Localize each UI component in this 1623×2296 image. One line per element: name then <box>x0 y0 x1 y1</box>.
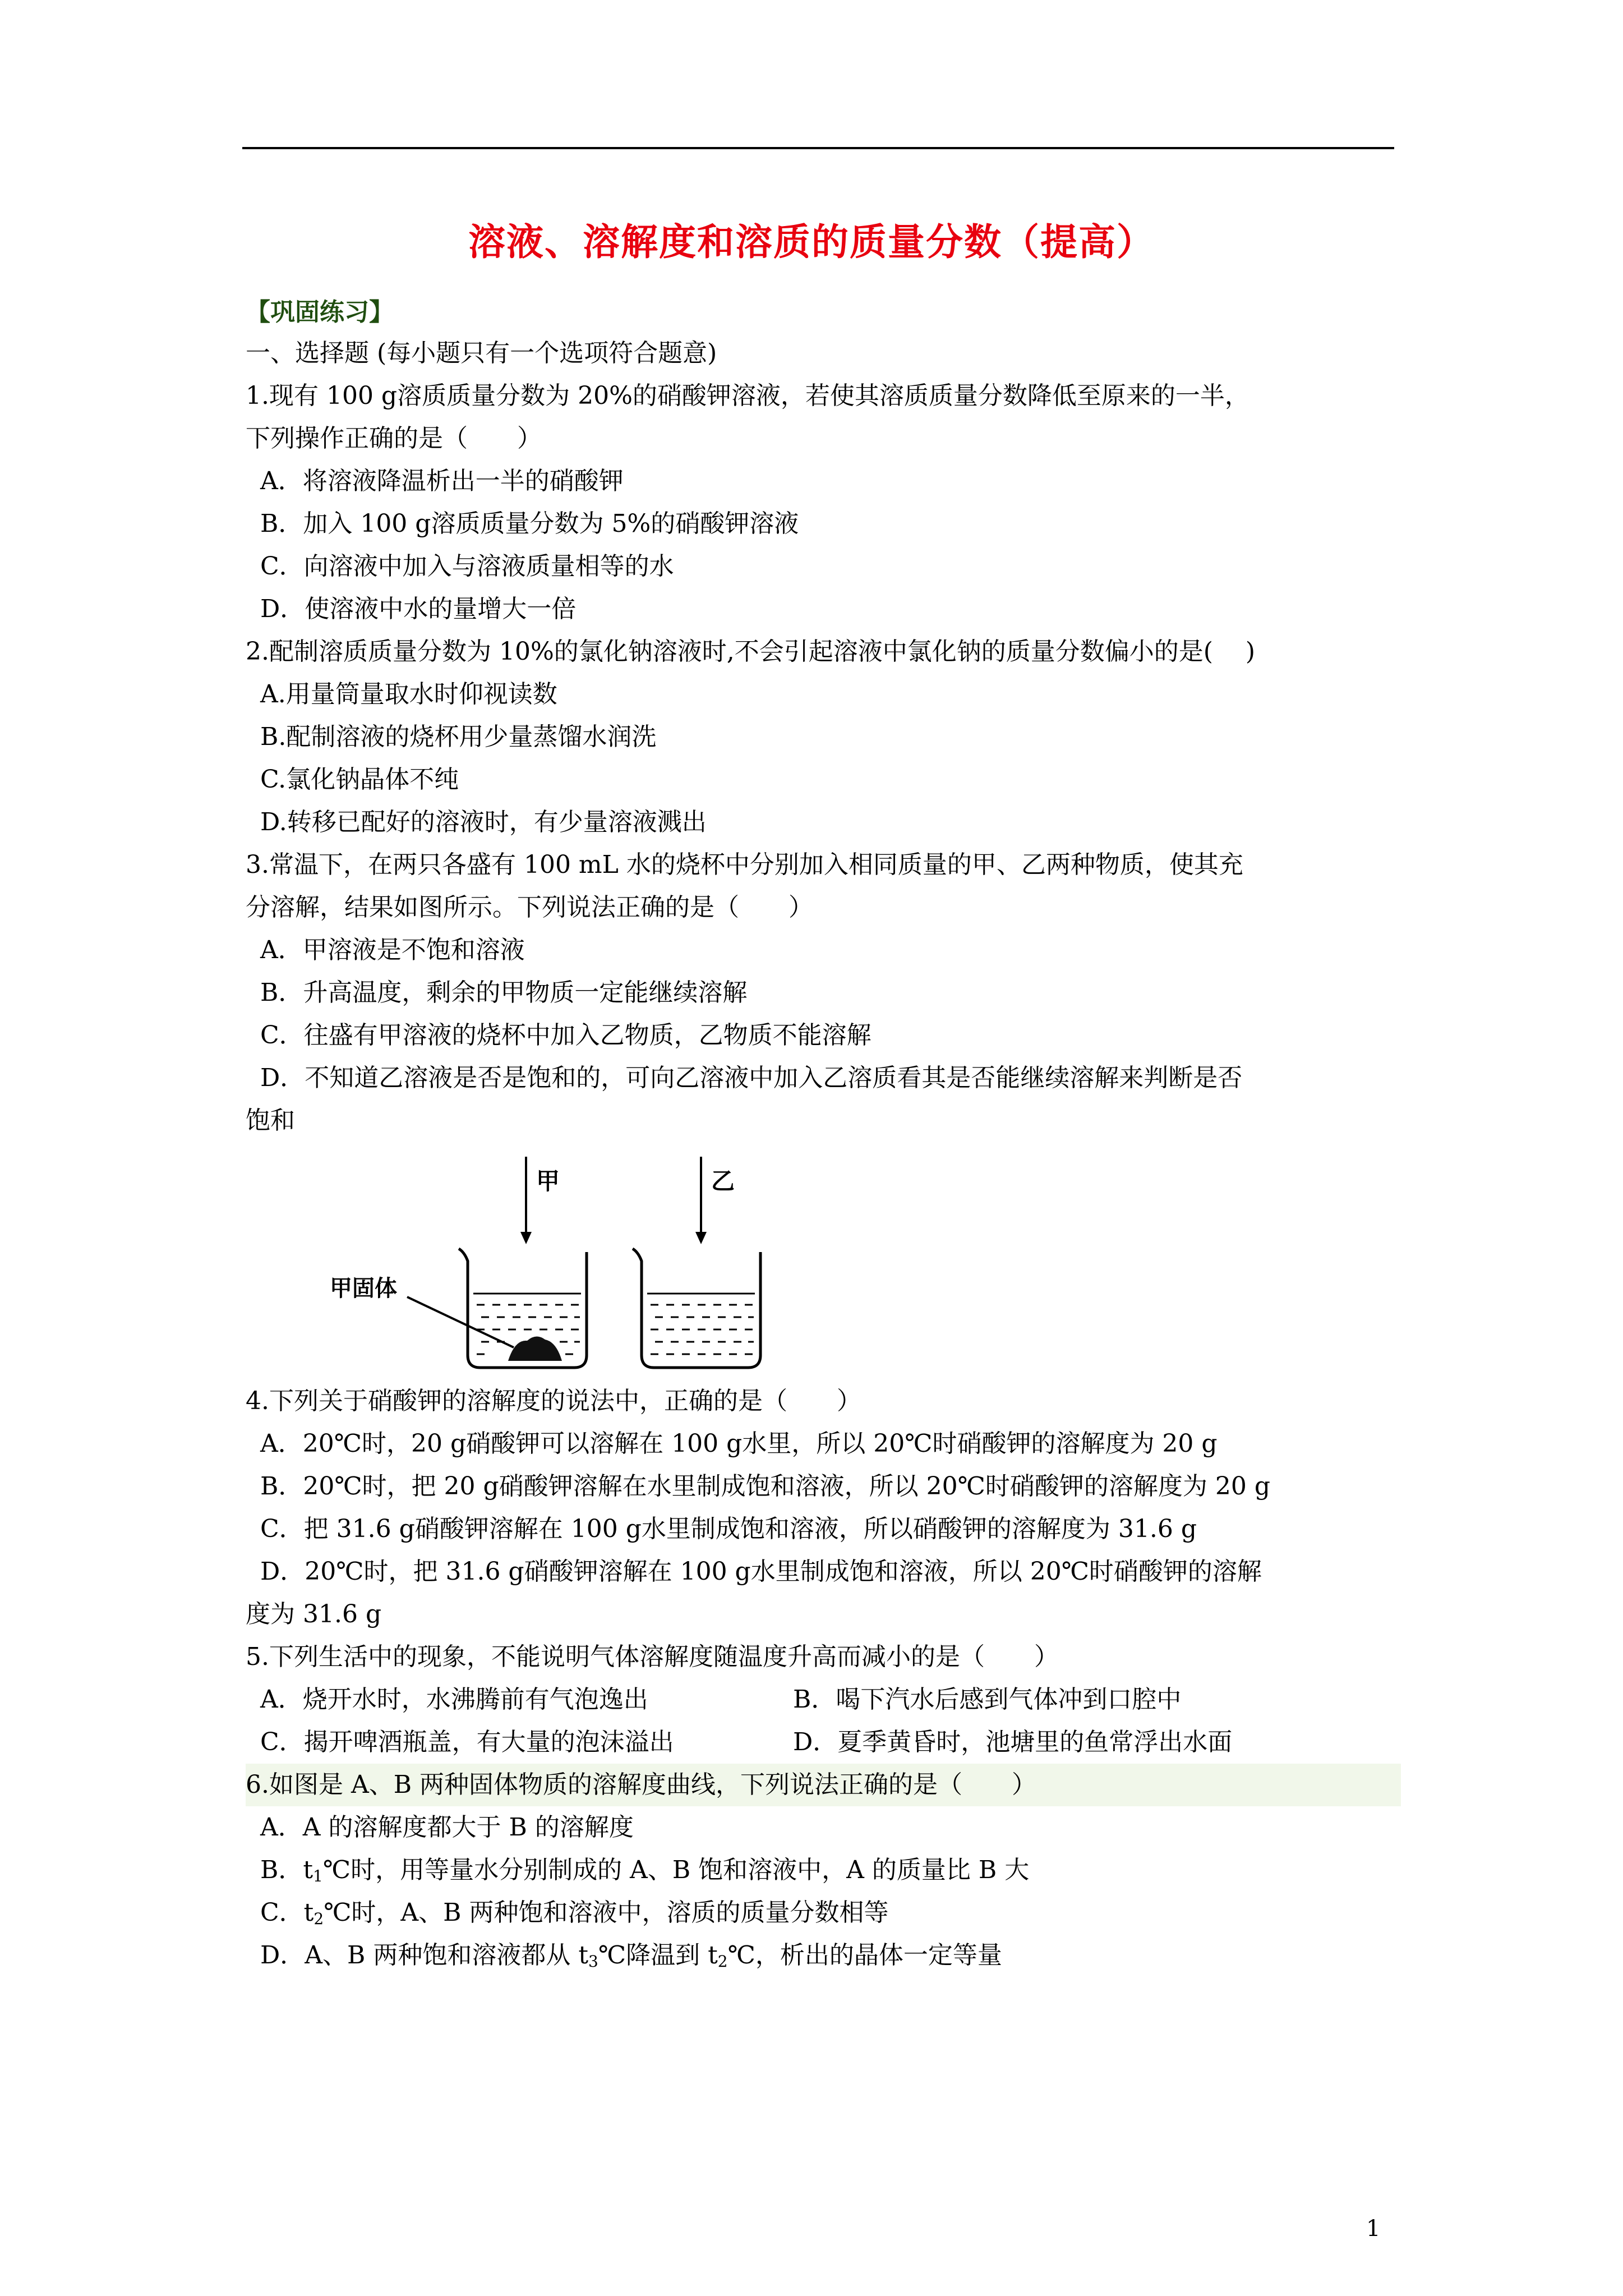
beaker-jia <box>459 1249 587 1368</box>
q1-stem-line1: 1.现有 100 g溶质质量分数为 20%的硝酸钾溶液，若使其溶质质量分数降低至原来的一半， <box>246 381 1249 410</box>
q6-option-c: C．$t_2℃$时，A、B 两种饱和溶液中，溶质的质量分数相等 <box>260 1898 889 1928</box>
q3-option-a: A．甲溶液是不饱和溶液 <box>260 936 525 964</box>
q1-stem-line2: 下列操作正确的是（ ） <box>246 424 542 453</box>
section-heading: 【巩固练习】 <box>246 298 394 326</box>
q3-option-d-line1: D．不知道乙溶液是否是饱和的，可向乙溶液中加入乙溶质看其是否能继续溶解来判断是否 <box>260 1064 1243 1092</box>
q1-option-b: B．加入 100 g溶质质量分数为 5%的硝酸钾溶液 <box>260 509 799 538</box>
q4-option-c: C．把 31.6 g硝酸钾溶解在 100 g水里制成饱和溶液，所以硝酸钾的溶解度为 31.6 g <box>260 1515 1197 1543</box>
label-jia-solid: 甲固体 <box>330 1276 397 1301</box>
q2-stem: 2.配制溶质质量分数为 10%的氯化钠溶液时,不会引起溶液中氯化钠的质量分数偏小的是( ) <box>246 637 1256 666</box>
q5-stem: 5.下列生活中的现象，不能说明气体溶解度随温度升高而减小的是（ ） <box>246 1642 1059 1671</box>
q5-options-row2 <box>246 1721 1401 1764</box>
beaker-yi <box>633 1249 760 1368</box>
label-jia: 甲 <box>536 1167 560 1195</box>
label-yi: 乙 <box>711 1167 735 1195</box>
q4-option-d-line2: 度为 31.6 g <box>246 1600 382 1628</box>
q5-option-b: B．喝下汽水后感到气体冲到口腔中 <box>793 1685 1182 1714</box>
q3-option-b: B．升高温度，剩余的甲物质一定能继续溶解 <box>260 978 748 1007</box>
q5-options-row1 <box>246 1678 1401 1721</box>
q5-option-d: D．夏季黄昏时，池塘里的鱼常浮出水面 <box>793 1728 1233 1756</box>
q3-option-c: C．往盛有甲溶液的烧杯中加入乙物质，乙物质不能溶解 <box>260 1021 872 1050</box>
page-number: 1 <box>1366 2216 1381 2242</box>
q6-option-d: D．A、B 两种饱和溶液都从 $t_3℃$降温到 $t_2℃$，析出的晶体一定等量 <box>260 1941 1002 1971</box>
q5-option-a: A．烧开水时，水沸腾前有气泡逸出 <box>260 1685 648 1714</box>
q3-stem-line1: 3.常温下，在两只各盛有 100 mL 水的烧杯中分别加入相同质量的甲、乙两种物质，使其充 <box>246 850 1243 879</box>
arrow-jia-head <box>520 1232 532 1244</box>
q1-option-d: D．使溶液中水的量增大一倍 <box>260 595 577 623</box>
q3-stem-line2: 分溶解，结果如图所示。下列说法正确的是（ ） <box>246 893 813 922</box>
header-rule <box>242 147 1394 149</box>
q4-stem: 4.下列关于硝酸钾的溶解度的说法中，正确的是（ ） <box>246 1387 861 1415</box>
q4-option-a: A．20℃时，20 g硝酸钾可以溶解在 100 g水里，所以 20℃时硝酸钾的溶解度为 20 g <box>260 1429 1218 1458</box>
q3-option-d-line2: 饱和 <box>246 1106 295 1135</box>
q2-option-c: C.氯化钠晶体不纯 <box>260 765 459 794</box>
q1-option-c: C．向溶液中加入与溶液质量相等的水 <box>260 552 674 581</box>
q1-option-a: A．将溶液降温析出一半的硝酸钾 <box>260 467 624 495</box>
q5-option-c: C．揭开啤酒瓶盖，有大量的泡沫溢出 <box>260 1728 674 1756</box>
q4-option-b: B．20℃时，把 20 g硝酸钾溶解在水里制成饱和溶液，所以 20℃时硝酸钾的溶解度为 20 g <box>260 1472 1270 1501</box>
beaker-yi-outline <box>633 1249 760 1368</box>
q4-option-d-line1: D．20℃时，把 31.6 g硝酸钾溶解在 100 g水里制成饱和溶液，所以 20℃时硝酸钾的溶解 <box>260 1557 1262 1586</box>
arrow-yi-head <box>695 1232 707 1244</box>
part-heading: 一、选择题 (每小题只有一个选项符合题意) <box>246 339 717 367</box>
beaker-figure <box>246 1142 1401 1380</box>
q6-option-a: A．A 的溶解度都大于 B 的溶解度 <box>260 1813 634 1842</box>
document-title: 溶液、溶解度和溶质的质量分数（提高） <box>468 220 1155 264</box>
q6-option-b: B．$t_1℃$时，用等量水分别制成的 A、B 饱和溶液中，A 的质量比 B 大 <box>260 1856 1030 1885</box>
beaker-diagram <box>330 1142 767 1380</box>
q2-option-d: D.转移已配好的溶液时，有少量溶液溅出 <box>260 808 707 836</box>
q6-stem: 6.如图是 A、B 两种固体物质的溶解度曲线，下列说法正确的是（ ） <box>246 1764 1401 1806</box>
q2-option-a: A.用量筒量取水时仰视读数 <box>260 680 557 708</box>
q2-option-b: B.配制溶液的烧杯用少量蒸馏水润洗 <box>260 723 657 751</box>
question-list <box>246 332 1401 1977</box>
